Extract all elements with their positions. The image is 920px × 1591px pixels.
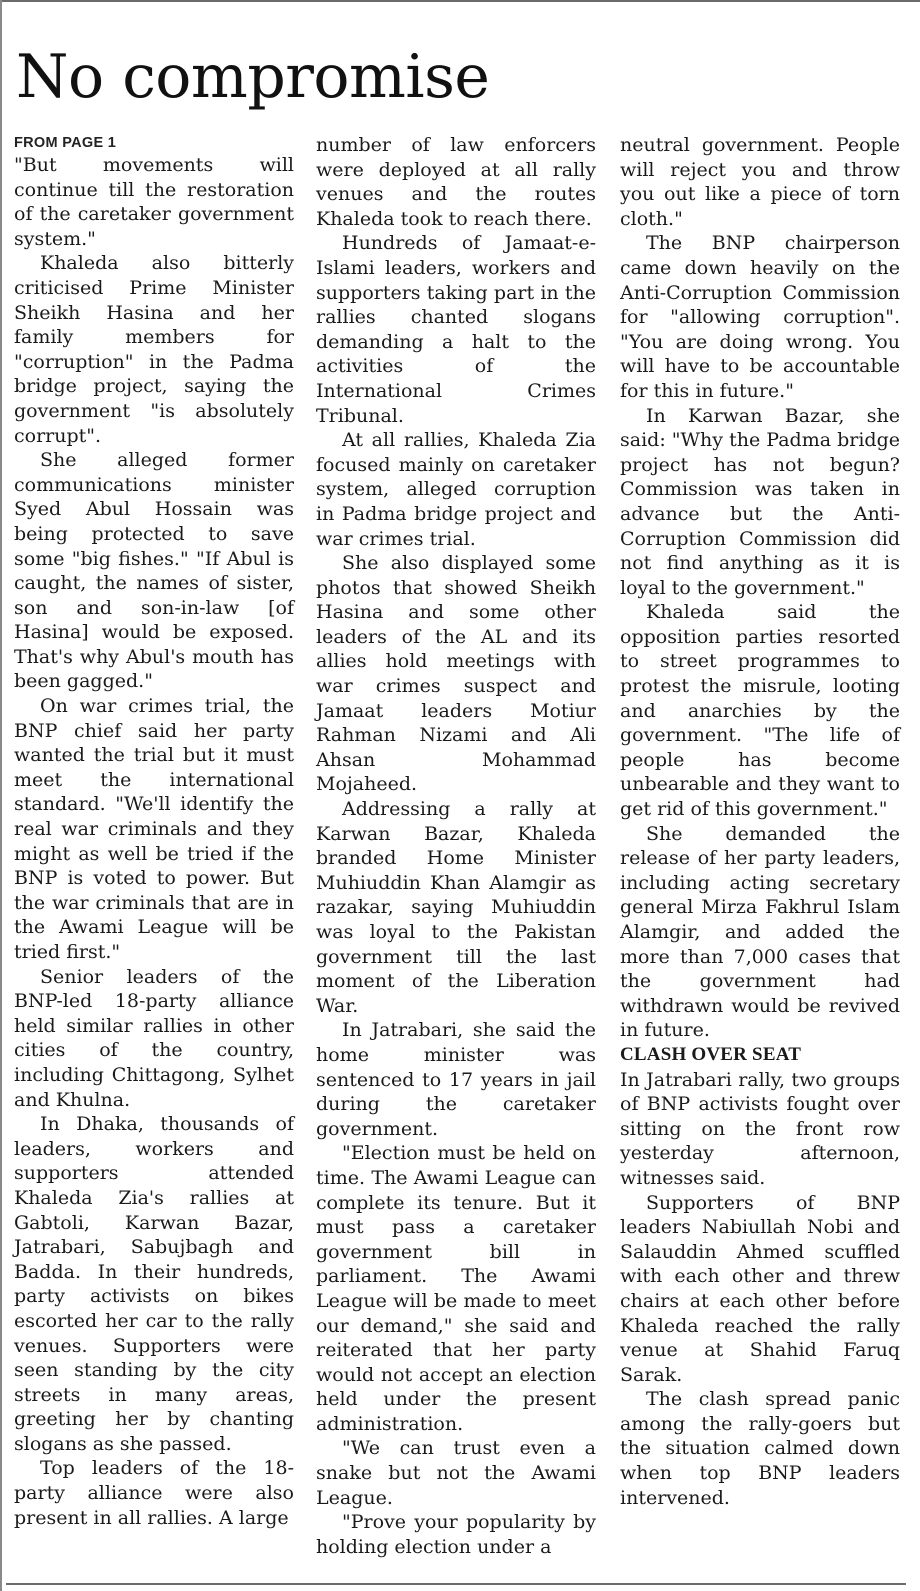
paragraph: Senior leaders of the BNP-led 18-party alliance held similar rallies in other cities of the country, including Chittagong, Sylhet and Khulna. bbox=[14, 965, 294, 1111]
paragraph: The BNP chairperson came down heavily on the Anti-Corruption Commission for "allowing corruption". "You are doing wrong. You will have to be accountable for this in future." bbox=[620, 232, 900, 402]
paragraph: number of law enforcers were deployed at all rally venues and the routes Khaleda took to reach there. bbox=[316, 134, 596, 230]
paragraph: She alleged former communications minister Syed Abul Hossain was being protected to save some "big fishes." "If Abul is caught, the names of sister, son and son-in-law [of Hasina] would be exposed. That's why Abul's mouth has been gagged." bbox=[14, 449, 294, 693]
paragraph: Khaleda said the opposition parties resorted to street programmes to protest the misrule, looting and anarchies by the government. "The life of people has become unbearable and they want to get rid of this government." bbox=[620, 601, 900, 821]
paragraph: She demanded the release of her party leaders, including acting secretary general Mirza Fakhrul Islam Alamgir, and added the more than 7,000 cases that the government had withdrawn would be revived in future. bbox=[620, 822, 900, 1042]
paragraph: "Election must be held on time. The Awami League can complete its tenure. But it must pass a caretaker government bill in parliament. The Awami League will be made to meet our demand," she said and reiterated that her party would not accept an election held under the present administration. bbox=[316, 1142, 596, 1435]
paragraph: Addressing a rally at Karwan Bazar, Khaleda branded Home Minister Muhiuddin Khan Alamgir as razakar, saying Muhiuddin was loyal to the Pakistan government till the last moment of the Liberation War. bbox=[316, 798, 596, 1017]
continuation-kicker: FROM PAGE 1 bbox=[14, 135, 117, 151]
article-column-3 bbox=[620, 133, 900, 1510]
paragraph: Khaleda also bitterly criticised Prime Minister Sheikh Hasina and her family members for "corruption" in the Padma bridge project, saying the government "is absolutely corrupt". bbox=[14, 252, 294, 447]
headline: No compromise bbox=[16, 42, 490, 112]
subheading: CLASH OVER SEAT bbox=[620, 1043, 802, 1065]
paragraph: In Jatrabari rally, two groups of BNP activists fought over sitting on the front row yesterday afternoon, witnesses said. bbox=[620, 1068, 900, 1189]
paragraph: In Karwan Bazar, she said: "Why the Padma bridge project has not begun? Commission was taken in advance but the Anti-Corruption Commission did not find anything as it is loyal to the government." bbox=[620, 404, 900, 599]
left-edge-rule bbox=[0, 0, 2, 1591]
paragraph: In Dhaka, thousands of leaders, workers and supporters attended Khaleda Zia's rallies at Gabtoli, Karwan Bazar, Jatrabari, Sabujbagh and Badda. In their hundreds, party activists on bikes escorted her car to the rally venues. Supporters were seen standing by the city streets in many areas, greeting her by chanting slogans as she passed. bbox=[14, 1113, 294, 1455]
paragraph: neutral government. People will reject you and throw you out like a piece of torn cloth." bbox=[620, 134, 900, 230]
paragraph: Supporters of BNP leaders Nabiullah Nobi and Salauddin Ahmed scuffled with each other and threw chairs at each other before Khaleda reached the rally venue at Shahid Faruq Sarak. bbox=[620, 1191, 900, 1386]
paragraph: At all rallies, Khaleda Zia focused mainly on caretaker system, alleged corruption in Padma bridge project and war crimes trial. bbox=[316, 429, 596, 550]
bottom-rule bbox=[6, 1583, 906, 1585]
paragraph: On war crimes trial, the BNP chief said her party wanted the trial but it must meet the international standard. "We'll identify the real war criminals and they might as well be tried if the BNP is voted to power. But the war criminals that are in the Awami League will be tried first." bbox=[14, 695, 294, 963]
paragraph: Top leaders of the 18-party alliance were also present in all rallies. A large bbox=[14, 1457, 294, 1529]
paragraph: "Prove your popularity by holding election under a bbox=[316, 1511, 596, 1558]
paragraph: The clash spread panic among the rally-goers but the situation calmed down when top BNP leaders intervened. bbox=[620, 1388, 900, 1509]
paragraph: Hundreds of Jamaat-e-Islami leaders, workers and supporters taking part in the rallies chanted slogans demanding a halt to the activities of the International Crimes Tribunal. bbox=[316, 232, 596, 427]
top-rule bbox=[0, 0, 920, 2]
article-column-2 bbox=[316, 133, 596, 1559]
paragraph: In Jatrabari, she said the home minister was sentenced to 17 years in jail during the caretaker government. bbox=[316, 1019, 596, 1140]
paragraph: "But movements will continue till the restoration of the caretaker government system." bbox=[14, 154, 294, 250]
paragraph: She also displayed some photos that showed Sheikh Hasina and some other leaders of the AL and its allies hold meetings with war crimes suspect and Jamaat leaders Motiur Rahman Nizami and Ali Ahsan Mohammad Mojaheed. bbox=[316, 552, 596, 796]
article-column-1 bbox=[14, 133, 294, 1530]
paragraph: "We can trust even a snake but not the Awami League. bbox=[316, 1437, 596, 1509]
